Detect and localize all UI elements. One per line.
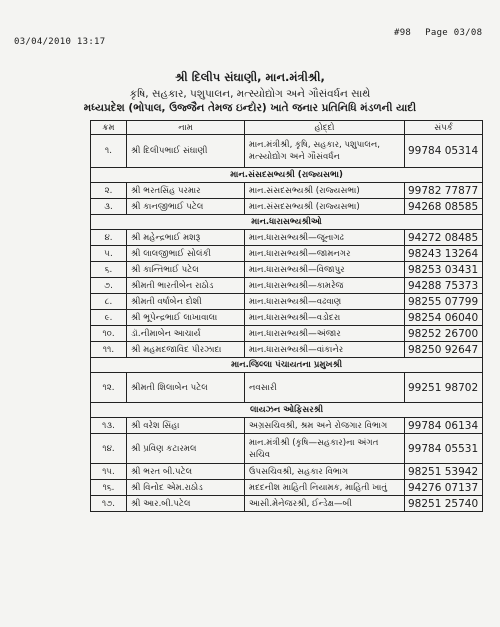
designation-cell: માન.ધારાસભ્યશ્રી—વાંકાનેર bbox=[245, 342, 405, 358]
section-title: માન.જિલ્લા પંચાયતના પ્રમુખશ્રી bbox=[91, 358, 483, 373]
name-cell: શ્રી ભરતસિંહ પરમાર bbox=[127, 183, 245, 199]
contact-cell: 98254 06040 bbox=[405, 310, 483, 326]
serial-cell: ૧૦. bbox=[91, 326, 127, 342]
contact-cell: 99251 98702 bbox=[405, 373, 483, 403]
designation-cell: માન.મંત્રીશ્રી (કૃષિ—સહકાર)ના અંગત સચિવ bbox=[245, 434, 405, 464]
name-cell: શ્રીમતી વર્ષાબેન દોશી bbox=[127, 294, 245, 310]
table-row bbox=[91, 183, 483, 199]
designation-cell: માન.ધારાસભ્યશ્રી—કામરેજ bbox=[245, 278, 405, 294]
section-title: લાયઝન ઓફિસરશ્રી bbox=[91, 403, 483, 418]
designation-cell: નવસારી bbox=[245, 373, 405, 403]
header-designation: હોદ્દો bbox=[245, 121, 405, 135]
name-cell: શ્રીમતી શિલાબેન પટેલ bbox=[127, 373, 245, 403]
table-body bbox=[91, 135, 483, 512]
serial-cell: ૩. bbox=[91, 199, 127, 215]
table-row bbox=[91, 464, 483, 480]
contact-cell: 94288 75373 bbox=[405, 278, 483, 294]
name-cell: શ્રી આર.બી.પટેલ bbox=[127, 496, 245, 512]
table-row bbox=[91, 342, 483, 358]
name-cell: શ્રી ભરત બી.પટેલ bbox=[127, 464, 245, 480]
section-row bbox=[91, 403, 483, 418]
name-cell: શ્રી ભૂપેન્દ્રભાઈ લાખાવાલા bbox=[127, 310, 245, 326]
table-row bbox=[91, 135, 483, 168]
serial-cell: ૯. bbox=[91, 310, 127, 326]
contact-cell: 99782 77877 bbox=[405, 183, 483, 199]
name-cell: ડૉ.નીમાબેન આચાર્ય bbox=[127, 326, 245, 342]
contact-cell: 98253 03431 bbox=[405, 262, 483, 278]
contact-cell: 99784 06134 bbox=[405, 418, 483, 434]
section-row bbox=[91, 168, 483, 183]
fax-number: #98 bbox=[394, 28, 412, 38]
name-cell: શ્રી મહેન્દ્રભાઈ મશરૂ bbox=[127, 230, 245, 246]
designation-cell: માન.ધારાસભ્યશ્રી—જામનગર bbox=[245, 246, 405, 262]
designation-cell: આસી.મેનેજરશ્રી, ઈન્ડેક્ષ—બી bbox=[245, 496, 405, 512]
serial-cell: ૧૫. bbox=[91, 464, 127, 480]
designation-cell: માન.સંસદસભ્યશ્રી (રાજ્યસભા) bbox=[245, 199, 405, 215]
table-row bbox=[91, 294, 483, 310]
serial-cell: ૬. bbox=[91, 262, 127, 278]
header-name: નામ bbox=[127, 121, 245, 135]
serial-cell: ૭. bbox=[91, 278, 127, 294]
fax-page-label: Page 03/08 bbox=[425, 28, 483, 38]
serial-cell: ૧૩. bbox=[91, 418, 127, 434]
serial-cell: ૧૧. bbox=[91, 342, 127, 358]
contact-cell: 98250 92647 bbox=[405, 342, 483, 358]
name-cell: શ્રી કાનજીભાઈ પટેલ bbox=[127, 199, 245, 215]
doc-subtitle: કૃષિ, સહકાર, પશુપાલન, મત્સ્યોદ્યોગ અને ગૌસંવર્ધન સાથે bbox=[129, 88, 371, 100]
contact-cell: 98251 25740 bbox=[405, 496, 483, 512]
designation-cell: માન.ધારાસભ્યશ્રી—અંજાર bbox=[245, 326, 405, 342]
table-header-row bbox=[91, 121, 483, 135]
header-contact: સંપર્ક bbox=[405, 121, 483, 135]
contact-cell: 98251 53942 bbox=[405, 464, 483, 480]
contact-cell: 94268 08585 bbox=[405, 199, 483, 215]
table-row bbox=[91, 434, 483, 464]
contact-cell: 98252 26700 bbox=[405, 326, 483, 342]
name-cell: શ્રી દિલીપભાઈ સંઘાણી bbox=[127, 135, 245, 168]
header-serial: ક્રમ bbox=[91, 121, 127, 135]
table-row bbox=[91, 496, 483, 512]
table-row bbox=[91, 262, 483, 278]
doc-heading: મધ્યપ્રદેશ (ભોપાલ, ઉજ્જૈન તેમજ ઇન્દોર) ખાતે જનાર પ્રતિનિધિ મંડળની યાદી bbox=[83, 102, 417, 114]
serial-cell: ૫. bbox=[91, 246, 127, 262]
table-row bbox=[91, 373, 483, 403]
name-cell: શ્રી પ્રવિણ કટારમલ bbox=[127, 434, 245, 464]
designation-cell: અગ્રસચિવશ્રી, શ્રમ અને રોજગાર વિભાગ bbox=[245, 418, 405, 434]
table-row bbox=[91, 199, 483, 215]
fax-page-info bbox=[394, 28, 482, 38]
name-cell: શ્રી વરેશ સિંહા bbox=[127, 418, 245, 434]
table-row bbox=[91, 278, 483, 294]
contact-cell: 94272 08485 bbox=[405, 230, 483, 246]
table-row bbox=[91, 418, 483, 434]
table-row bbox=[91, 246, 483, 262]
contact-cell: 94276 07137 bbox=[405, 480, 483, 496]
name-cell: શ્રી લાલજીભાઈ સોલંકી bbox=[127, 246, 245, 262]
designation-cell: માન.ધારાસભ્યશ્રી—વિજાપુર bbox=[245, 262, 405, 278]
serial-cell: ૧૪. bbox=[91, 434, 127, 464]
serial-cell: ૮. bbox=[91, 294, 127, 310]
name-cell: શ્રી વિનોદ એમ.રાઠોડ bbox=[127, 480, 245, 496]
contact-cell: 99784 05314 bbox=[405, 135, 483, 168]
contact-cell: 99784 05531 bbox=[405, 434, 483, 464]
contact-cell: 98243 13264 bbox=[405, 246, 483, 262]
name-cell: શ્રી કાન્તિભાઈ પટેલ bbox=[127, 262, 245, 278]
serial-cell: ૨. bbox=[91, 183, 127, 199]
table-row bbox=[91, 480, 483, 496]
contact-cell: 98255 07799 bbox=[405, 294, 483, 310]
designation-cell: માન.ધારાસભ્યશ્રી—જૂનાગઢ bbox=[245, 230, 405, 246]
table-row bbox=[91, 326, 483, 342]
designation-cell: મદદનીશ માહિતી નિયામક, માહિતી ખાતું bbox=[245, 480, 405, 496]
section-title: માન.સંસદસભ્યશ્રી (રાજ્યસભા) bbox=[91, 168, 483, 183]
name-cell: શ્રીમતી ભારતીબેન રાઠોડ bbox=[127, 278, 245, 294]
serial-cell: ૪. bbox=[91, 230, 127, 246]
designation-cell: ઉપસચિવશ્રી, સહકાર વિભાગ bbox=[245, 464, 405, 480]
table-row bbox=[91, 310, 483, 326]
section-row bbox=[91, 358, 483, 373]
table-row bbox=[91, 230, 483, 246]
fax-datetime: 03/04/2010 13:17 bbox=[14, 37, 106, 47]
designation-cell: માન.ધારાસભ્યશ્રી—વઢવાણ bbox=[245, 294, 405, 310]
serial-cell: ૧૭. bbox=[91, 496, 127, 512]
section-title: માન.ધારાસભ્યશ્રીઓ bbox=[91, 215, 483, 230]
serial-cell: ૧૨. bbox=[91, 373, 127, 403]
name-cell: શ્રી મહમદજાવિદ પીરઝાદા bbox=[127, 342, 245, 358]
delegation-table bbox=[90, 120, 483, 512]
designation-cell: માન.મંત્રીશ્રી, કૃષિ, સહકાર, પશુપાલન, મત્સ્યોદ્યોગ અને ગૌસંવર્ધન bbox=[245, 135, 405, 168]
designation-cell: માન.ધારાસભ્યશ્રી—વડોદરા bbox=[245, 310, 405, 326]
serial-cell: ૧. bbox=[91, 135, 127, 168]
doc-title: શ્રી દિલીપ સંઘાણી, માન.મંત્રીશ્રી, bbox=[175, 70, 325, 84]
serial-cell: ૧૬. bbox=[91, 480, 127, 496]
section-row bbox=[91, 215, 483, 230]
designation-cell: માન.સંસદસભ્યશ્રી (રાજ્યસભા) bbox=[245, 183, 405, 199]
